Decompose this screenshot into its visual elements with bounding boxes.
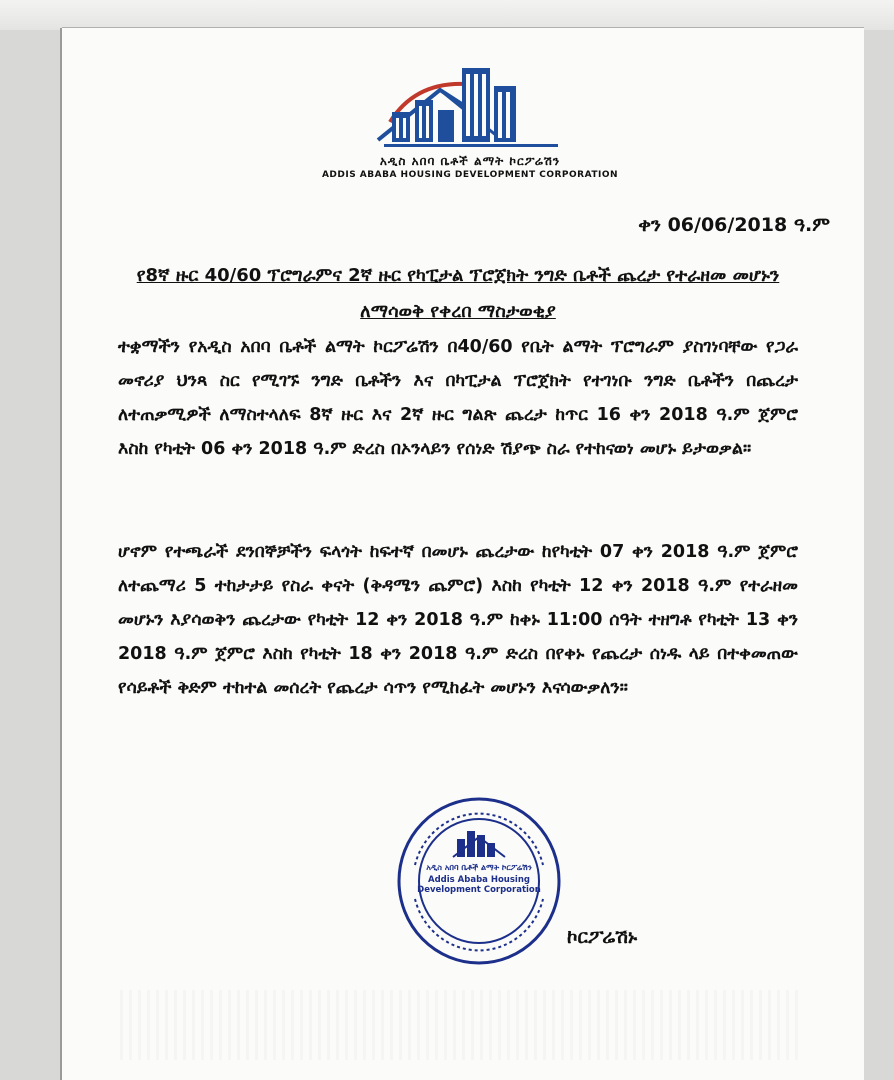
official-seal — [395, 795, 563, 967]
seal-inner-english: Addis Ababa Housing Development Corporation — [417, 875, 541, 895]
signature-label: ኮርፖሬሽኑ — [567, 926, 638, 948]
page-top-edge — [0, 0, 894, 30]
letterhead-logo — [300, 62, 640, 192]
document-date: ቀን 06/06/2018 ዓ.ም — [638, 214, 830, 236]
letterhead-name-amharic: አዲስ አበባ ቤቶች ልማት ኮርፖሬሽን — [379, 154, 561, 168]
buildings-logo-icon — [370, 62, 570, 154]
seal-inner-amharic: አዲስ አበባ ቤቶች ልማት ኮርፖሬሽን — [426, 863, 532, 872]
letterhead-name-english: ADDIS ABABA HOUSING DEVELOPMENT CORPORATION — [321, 170, 619, 180]
notice-subject: የ8ኛ ዙር 40/60 ፕሮግራምና 2ኛ ዙር የካፒታል ፕሮጀክት ንግድ ቤቶች ጨረታ የተራዘመ መሆኑን ለማሳወቅ የቀረበ ማስታወቂያ — [136, 265, 780, 322]
notice-paragraph-1: ተቋማችን የአዲስ አበባ ቤቶች ልማት ኮርፖሬሽን በ40/60 የቤት ልማት ፕሮግራም ያስገነባቸው የጋራ መኖሪያ ህንጻ ስር የሚገኙ ንግድ ቤቶችን እና በካፒታል ፕሮጀክት የተገነቡ ንግድ ቤቶችን በጨረታ ለተጠቃሚዎች ለማስተላለፍ 8ኛ ዙር እና 2ኛ ዙር ግልጽ ጨረታ ከጥር 16 ቀን 2018 ዓ.ም ጀምሮ እስከ የካቲት 06 ቀን 2018 ዓ.ም ድረስ በኦንላይን የሰነድ ሽያጭ ስራ የተከናወነ መሆኑ ይታወቃል። — [118, 337, 798, 459]
scan-noise — [120, 990, 800, 1060]
notice-paragraph-2: ሆኖም የተጫራች ደንበኞቻችን ፍላጎት ከፍተኛ በመሆኑ ጨረታው ከየካቲት 07 ቀን 2018 ዓ.ም ጀምሮ ለተጨማሪ 5 ተከታታይ የስራ ቀናት (ቅዳሜን ጨምሮ) እስከ የካቲት 12 ቀን 2018 ዓ.ም የተራዘመ መሆኑን እያሳወቅን ጨረታው የካቲት 12 ቀን 2018 ዓ.ም ከቀኑ 11:00 ሰዓት ተዘግቶ የካቲት 13 ቀን 2018 ዓ.ም ጀምሮ እስከ የካቲት 18 ቀን 2018 ዓ.ም ድረስ በየቀኑ የጨረታ ሰነዱ ላይ በተቀመጠው የሳይቶች ቅድም ተከተል መሰረት የጨረታ ሳጥን የሚከፈት መሆኑን እናሳውቃለን። — [118, 542, 798, 698]
